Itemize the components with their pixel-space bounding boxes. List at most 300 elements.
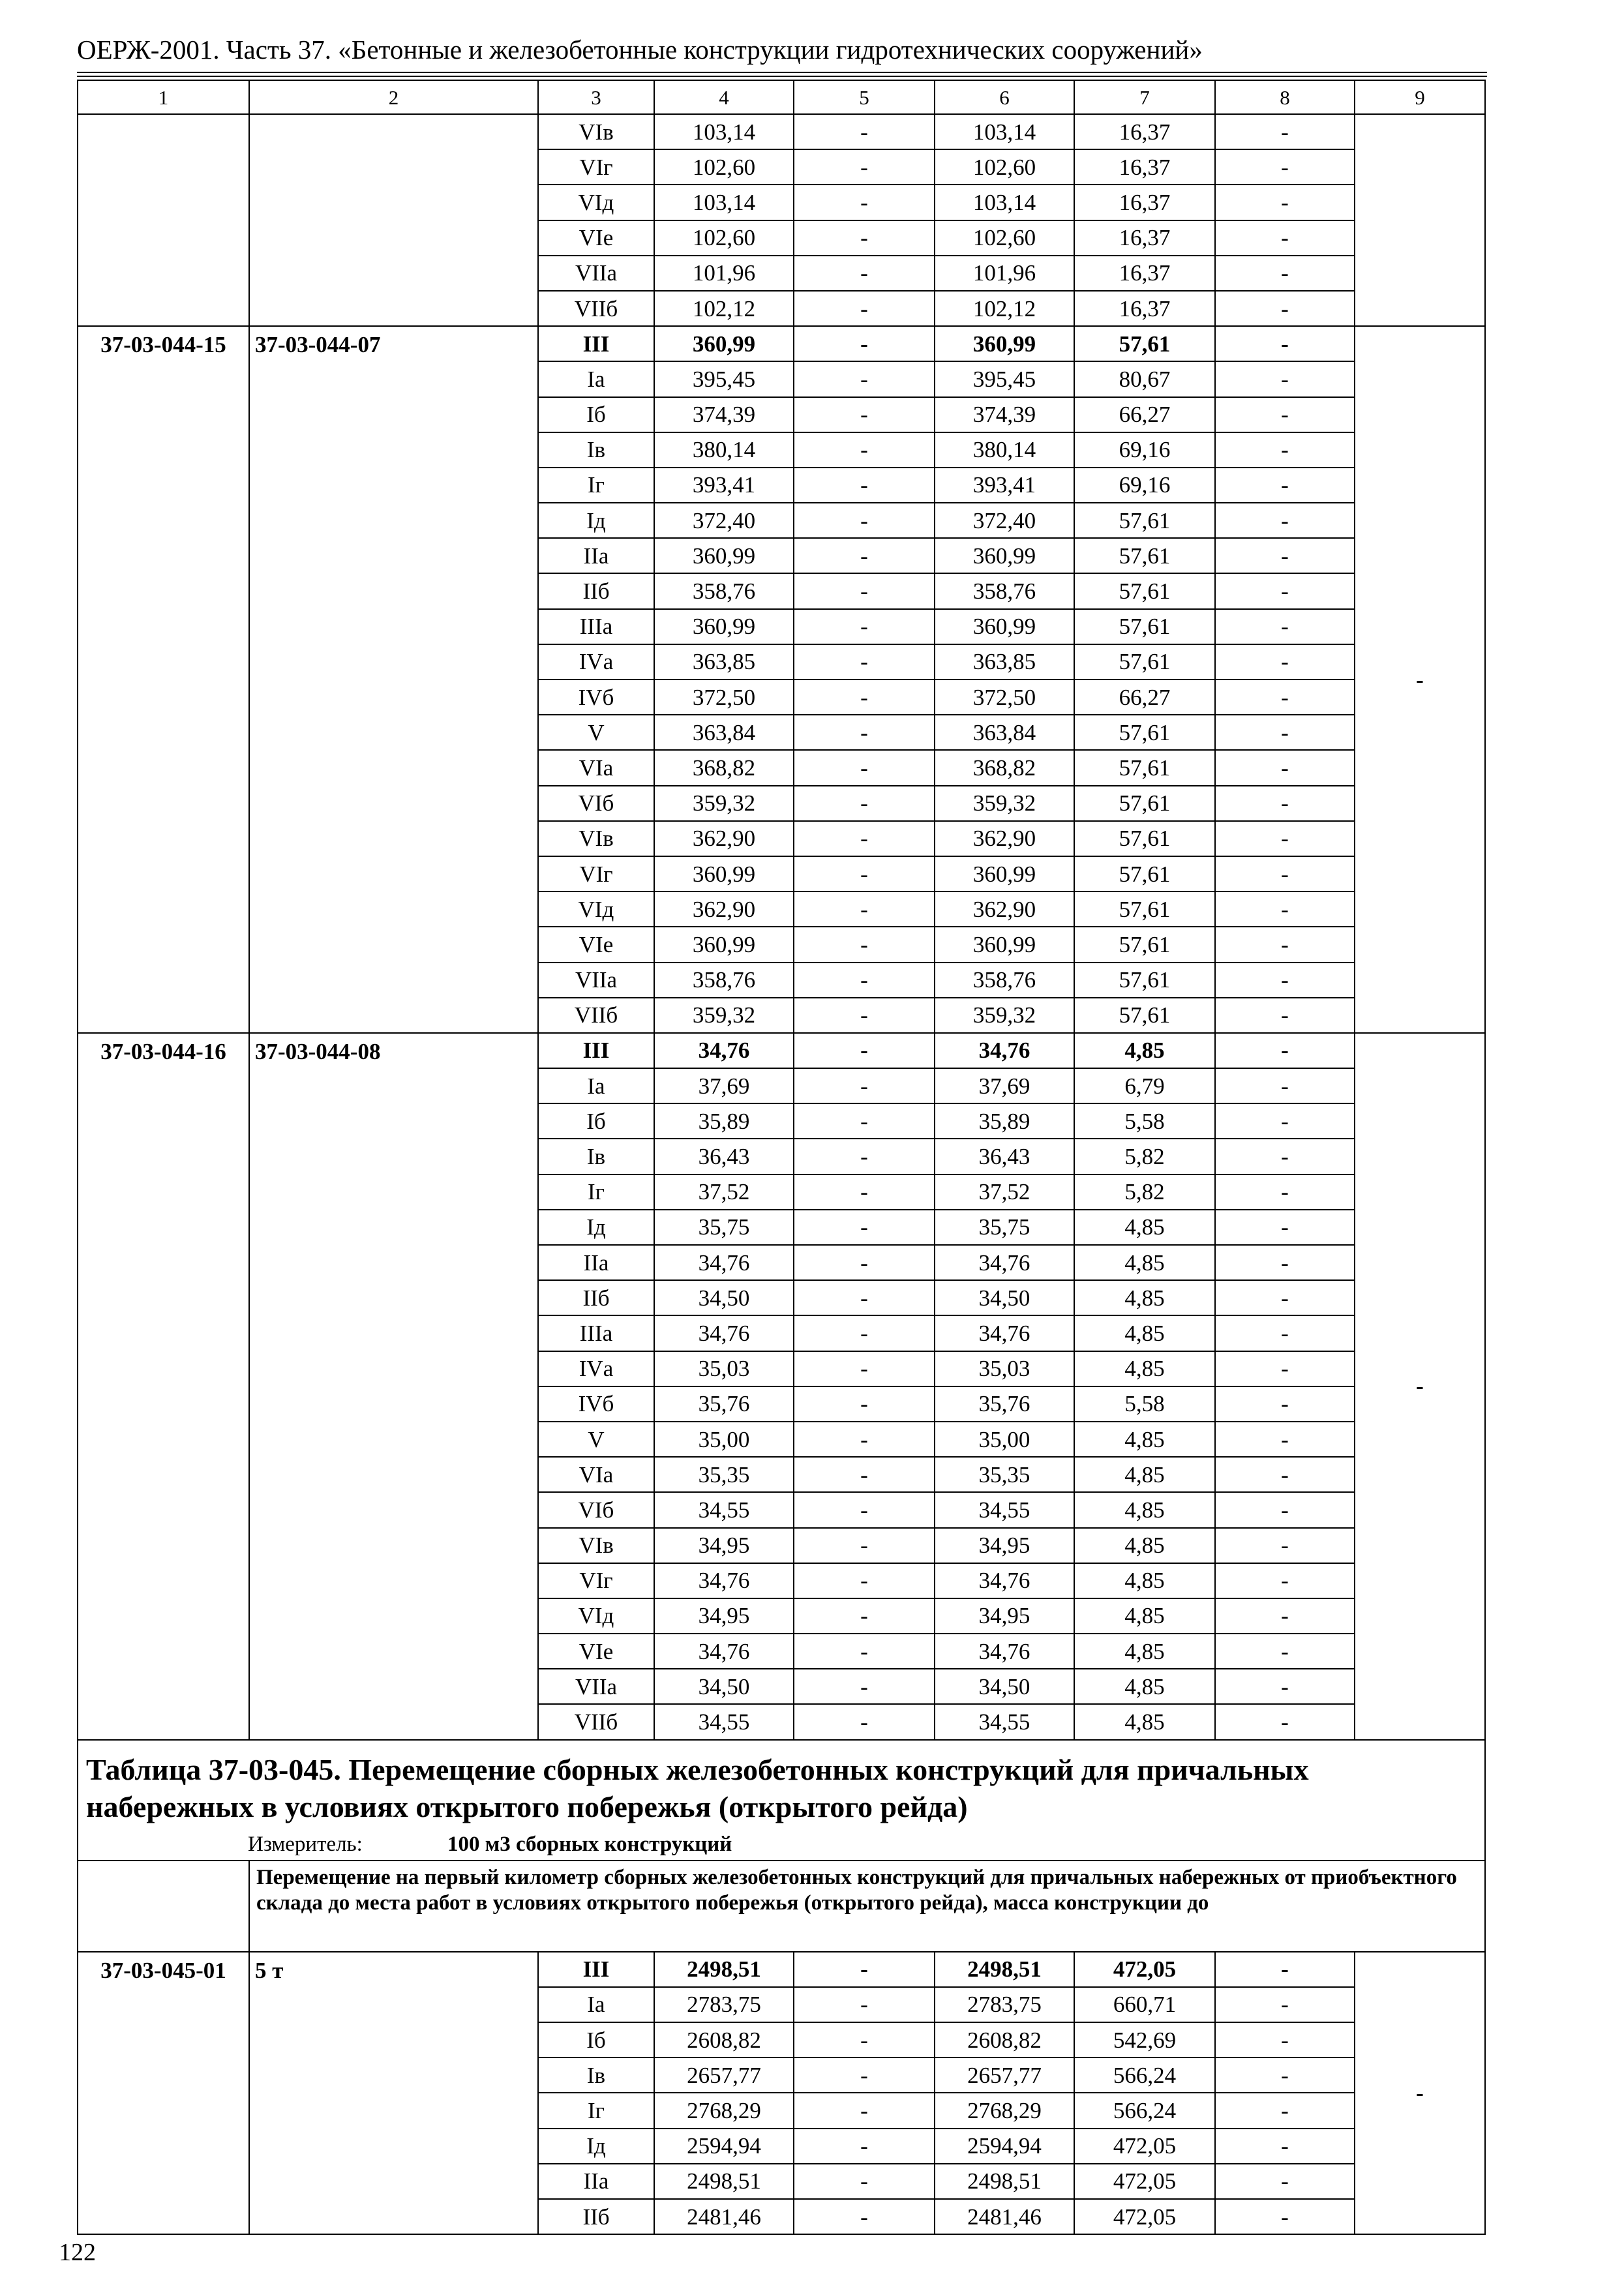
zone-code: VIIб	[538, 998, 654, 1033]
machine-cost: 372,40	[935, 503, 1074, 538]
operator-wages: 4,85	[1074, 1563, 1215, 1598]
operator-wages: 57,61	[1074, 927, 1215, 962]
machine-cost: 34,55	[935, 1492, 1074, 1527]
total-cost: 380,14	[654, 432, 794, 468]
machine-cost: 37,52	[935, 1174, 1074, 1210]
total-cost: 35,00	[654, 1422, 794, 1457]
machine-cost: 374,39	[935, 397, 1074, 432]
materials: -	[1215, 2057, 1355, 2093]
machine-cost: 34,55	[935, 1704, 1074, 1739]
operator-wages: 6,79	[1074, 1068, 1215, 1103]
operator-wages: 57,61	[1074, 963, 1215, 998]
operator-wages: 66,27	[1074, 680, 1215, 715]
materials: -	[1215, 1492, 1355, 1527]
zone-code: IIIа	[538, 1315, 654, 1351]
wages: -	[794, 891, 935, 927]
zone-code: III	[538, 1033, 654, 1068]
materials: -	[1215, 2022, 1355, 2057]
materials: -	[1215, 1210, 1355, 1245]
zone-code: IVа	[538, 1351, 654, 1386]
table-row	[78, 1952, 1485, 1987]
operator-wages: 57,61	[1074, 503, 1215, 538]
zone-code: VIд	[538, 891, 654, 927]
total-cost: 363,85	[654, 644, 794, 680]
total-cost: 395,45	[654, 361, 794, 396]
materials: -	[1215, 256, 1355, 291]
total-cost: 2657,77	[654, 2057, 794, 2093]
zone-code: VIе	[538, 927, 654, 962]
operator-wages: 4,85	[1074, 1422, 1215, 1457]
total-cost: 374,39	[654, 397, 794, 432]
materials: -	[1215, 1422, 1355, 1457]
materials: -	[1215, 998, 1355, 1033]
operator-wages: 57,61	[1074, 573, 1215, 608]
machine-cost: 34,76	[935, 1245, 1074, 1280]
wages: -	[794, 2129, 935, 2164]
wages: -	[794, 963, 935, 998]
wages: -	[794, 468, 935, 503]
machine-cost: 34,76	[935, 1563, 1074, 1598]
zone-code: IIIа	[538, 609, 654, 644]
wages: -	[794, 1422, 935, 1457]
zone-code: VIд	[538, 185, 654, 220]
zone-code: Iб	[538, 397, 654, 432]
operator-wages: 80,67	[1074, 361, 1215, 396]
description-spacer	[78, 1861, 249, 1952]
materials: -	[1215, 1634, 1355, 1669]
machine-cost: 363,84	[935, 715, 1074, 750]
total-cost: 102,60	[654, 149, 794, 185]
machine-cost: 36,43	[935, 1139, 1074, 1174]
wages: -	[794, 1704, 935, 1739]
materials: -	[1215, 786, 1355, 821]
work-description: Перемещение на первый километр сборных железобетонных конструкций для причальных набережных от приобъектного склада до места работ в условиях открытого побережья (открытого рейда), масса конструкции до	[249, 1861, 1485, 1952]
operator-wages: 4,85	[1074, 1245, 1215, 1280]
zone-code: VIIа	[538, 1669, 654, 1704]
wages: -	[794, 750, 935, 785]
wages: -	[794, 1174, 935, 1210]
column-number: 3	[538, 80, 654, 114]
materials: -	[1215, 1068, 1355, 1103]
zone-code: VIIа	[538, 963, 654, 998]
rate-code: 37-03-044-16	[78, 1033, 249, 1740]
machine-cost: 395,45	[935, 361, 1074, 396]
machine-cost: 360,99	[935, 538, 1074, 573]
machine-cost: 363,85	[935, 644, 1074, 680]
machine-cost: 35,00	[935, 1422, 1074, 1457]
operator-wages: 566,24	[1074, 2093, 1215, 2128]
operator-wages: 66,27	[1074, 397, 1215, 432]
wages: -	[794, 1033, 935, 1068]
wages: -	[794, 1634, 935, 1669]
operator-wages: 4,85	[1074, 1280, 1215, 1315]
total-cost: 372,40	[654, 503, 794, 538]
zone-code: Iд	[538, 503, 654, 538]
wages: -	[794, 2022, 935, 2057]
machine-cost: 2657,77	[935, 2057, 1074, 2093]
machine-cost: 362,90	[935, 821, 1074, 856]
col9-value	[1355, 114, 1485, 326]
rate-name: 37-03-044-07	[249, 326, 538, 1033]
wages: -	[794, 715, 935, 750]
materials: -	[1215, 821, 1355, 856]
total-cost: 35,89	[654, 1103, 794, 1139]
wages: -	[794, 361, 935, 396]
operator-wages: 16,37	[1074, 291, 1215, 326]
zone-code: VIа	[538, 750, 654, 785]
wages: -	[794, 1386, 935, 1422]
col9-value: -	[1355, 1952, 1485, 2235]
header-rule	[77, 76, 1487, 77]
materials: -	[1215, 1563, 1355, 1598]
materials: -	[1215, 2199, 1355, 2234]
measure-value: 100 м3 сборных конструкций	[447, 1832, 732, 1856]
machine-cost: 35,75	[935, 1210, 1074, 1245]
operator-wages: 5,82	[1074, 1174, 1215, 1210]
wages: -	[794, 2199, 935, 2234]
wages: -	[794, 680, 935, 715]
total-cost: 34,95	[654, 1598, 794, 1634]
zone-code: VIе	[538, 1634, 654, 1669]
rates-table	[77, 80, 1486, 2235]
total-cost: 2498,51	[654, 1952, 794, 1987]
wages: -	[794, 220, 935, 256]
wages: -	[794, 2164, 935, 2199]
total-cost: 34,76	[654, 1245, 794, 1280]
zone-code: IIа	[538, 538, 654, 573]
wages: -	[794, 503, 935, 538]
materials: -	[1215, 1174, 1355, 1210]
wages: -	[794, 573, 935, 608]
total-cost: 103,14	[654, 185, 794, 220]
materials: -	[1215, 750, 1355, 785]
total-cost: 36,43	[654, 1139, 794, 1174]
wages: -	[794, 149, 935, 185]
zone-code: VIд	[538, 1598, 654, 1634]
materials: -	[1215, 468, 1355, 503]
operator-wages: 4,85	[1074, 1634, 1215, 1669]
materials: -	[1215, 149, 1355, 185]
zone-code: Iг	[538, 2093, 654, 2128]
wages: -	[794, 1563, 935, 1598]
zone-code: IVб	[538, 680, 654, 715]
operator-wages: 57,61	[1074, 891, 1215, 927]
operator-wages: 57,61	[1074, 998, 1215, 1033]
materials: -	[1215, 1386, 1355, 1422]
operator-wages: 472,05	[1074, 2164, 1215, 2199]
materials: -	[1215, 856, 1355, 891]
total-cost: 103,14	[654, 114, 794, 149]
wages: -	[794, 1952, 935, 1987]
wages: -	[794, 1315, 935, 1351]
zone-code: Iд	[538, 1210, 654, 1245]
materials: -	[1215, 963, 1355, 998]
wages: -	[794, 1492, 935, 1527]
zone-code: IIб	[538, 573, 654, 608]
machine-cost: 34,95	[935, 1528, 1074, 1563]
zone-code: VIг	[538, 149, 654, 185]
operator-wages: 57,61	[1074, 326, 1215, 361]
total-cost: 34,76	[654, 1634, 794, 1669]
machine-cost: 2783,75	[935, 1987, 1074, 2022]
rate-code: 37-03-045-01	[78, 1952, 249, 2235]
zone-code: VIб	[538, 1492, 654, 1527]
wages: -	[794, 998, 935, 1033]
operator-wages: 69,16	[1074, 468, 1215, 503]
materials: -	[1215, 1528, 1355, 1563]
total-cost: 368,82	[654, 750, 794, 785]
page-number: 122	[59, 2239, 96, 2266]
zone-code: V	[538, 715, 654, 750]
column-number: 2	[249, 80, 538, 114]
table-row	[78, 1033, 1485, 1068]
materials: -	[1215, 609, 1355, 644]
machine-cost: 37,69	[935, 1068, 1074, 1103]
operator-wages: 16,37	[1074, 185, 1215, 220]
materials: -	[1215, 680, 1355, 715]
machine-cost: 362,90	[935, 891, 1074, 927]
zone-code: VIIа	[538, 256, 654, 291]
operator-wages: 4,85	[1074, 1210, 1215, 1245]
operator-wages: 16,37	[1074, 149, 1215, 185]
operator-wages: 57,61	[1074, 856, 1215, 891]
wages: -	[794, 538, 935, 573]
materials: -	[1215, 1280, 1355, 1315]
total-cost: 34,50	[654, 1280, 794, 1315]
zone-code: IVа	[538, 644, 654, 680]
operator-wages: 472,05	[1074, 1952, 1215, 1987]
materials: -	[1215, 927, 1355, 962]
table-title-row	[78, 1740, 1485, 1861]
materials: -	[1215, 432, 1355, 468]
zone-code: VIг	[538, 856, 654, 891]
zone-code: III	[538, 1952, 654, 1987]
zone-code: VIIб	[538, 1704, 654, 1739]
zone-code: Iв	[538, 2057, 654, 2093]
machine-cost: 360,99	[935, 609, 1074, 644]
wages: -	[794, 1669, 935, 1704]
materials: -	[1215, 891, 1355, 927]
materials: -	[1215, 2129, 1355, 2164]
total-cost: 37,52	[654, 1174, 794, 1210]
operator-wages: 57,61	[1074, 786, 1215, 821]
total-cost: 358,76	[654, 573, 794, 608]
wages: -	[794, 185, 935, 220]
wages: -	[794, 1528, 935, 1563]
machine-cost: 103,14	[935, 185, 1074, 220]
zone-code: IIа	[538, 1245, 654, 1280]
total-cost: 2768,29	[654, 2093, 794, 2128]
total-cost: 360,99	[654, 927, 794, 962]
zone-code: VIв	[538, 1528, 654, 1563]
machine-cost: 34,50	[935, 1669, 1074, 1704]
zone-code: IIб	[538, 2199, 654, 2234]
materials: -	[1215, 1704, 1355, 1739]
zone-code: VIг	[538, 1563, 654, 1598]
total-cost: 2783,75	[654, 1987, 794, 2022]
measure-label: Измеритель:	[248, 1832, 363, 1856]
table-title-cell	[78, 1740, 1485, 1861]
column-number: 4	[654, 80, 794, 114]
materials: -	[1215, 1598, 1355, 1634]
total-cost: 372,50	[654, 680, 794, 715]
total-cost: 358,76	[654, 963, 794, 998]
total-cost: 2594,94	[654, 2129, 794, 2164]
materials: -	[1215, 1351, 1355, 1386]
operator-wages: 16,37	[1074, 256, 1215, 291]
machine-cost: 2768,29	[935, 2093, 1074, 2128]
rate-name: 5 т	[249, 1952, 538, 2235]
total-cost: 2481,46	[654, 2199, 794, 2234]
operator-wages: 16,37	[1074, 114, 1215, 149]
wages: -	[794, 326, 935, 361]
wages: -	[794, 1068, 935, 1103]
materials: -	[1215, 1952, 1355, 1987]
zone-code: V	[538, 1422, 654, 1457]
total-cost: 35,03	[654, 1351, 794, 1386]
zone-code: VIв	[538, 114, 654, 149]
operator-wages: 4,85	[1074, 1492, 1215, 1527]
machine-cost: 2498,51	[935, 2164, 1074, 2199]
materials: -	[1215, 644, 1355, 680]
machine-cost: 35,76	[935, 1386, 1074, 1422]
rates-table-body	[78, 80, 1485, 2234]
machine-cost: 380,14	[935, 432, 1074, 468]
wages: -	[794, 397, 935, 432]
total-cost: 359,32	[654, 786, 794, 821]
zone-code: Iв	[538, 432, 654, 468]
total-cost: 34,95	[654, 1528, 794, 1563]
table-row	[78, 326, 1485, 361]
rate-name	[249, 114, 538, 326]
machine-cost: 368,82	[935, 750, 1074, 785]
total-cost: 34,55	[654, 1704, 794, 1739]
operator-wages: 4,85	[1074, 1528, 1215, 1563]
zone-code: VIв	[538, 821, 654, 856]
operator-wages: 4,85	[1074, 1351, 1215, 1386]
zone-code: VIб	[538, 786, 654, 821]
operator-wages: 16,37	[1074, 220, 1215, 256]
wages: -	[794, 2057, 935, 2093]
wages: -	[794, 1210, 935, 1245]
machine-cost: 102,60	[935, 220, 1074, 256]
materials: -	[1215, 1103, 1355, 1139]
materials: -	[1215, 573, 1355, 608]
total-cost: 2498,51	[654, 2164, 794, 2199]
wages: -	[794, 609, 935, 644]
machine-cost: 393,41	[935, 468, 1074, 503]
wages: -	[794, 1280, 935, 1315]
total-cost: 360,99	[654, 326, 794, 361]
rate-code	[78, 114, 249, 326]
zone-code: Iа	[538, 1987, 654, 2022]
materials: -	[1215, 503, 1355, 538]
machine-cost: 360,99	[935, 326, 1074, 361]
total-cost: 359,32	[654, 998, 794, 1033]
rate-name: 37-03-044-08	[249, 1033, 538, 1740]
wages: -	[794, 1598, 935, 1634]
materials: -	[1215, 1457, 1355, 1492]
zone-code: Iа	[538, 361, 654, 396]
materials: -	[1215, 291, 1355, 326]
total-cost: 362,90	[654, 891, 794, 927]
machine-cost: 101,96	[935, 256, 1074, 291]
wages: -	[794, 1351, 935, 1386]
machine-cost: 2481,46	[935, 2199, 1074, 2234]
zone-code: IIа	[538, 2164, 654, 2199]
table-title: Таблица 37-03-045. Перемещение сборных железобетонных конструкций для причальных набережных в условиях открытого побережья (открытого рейда)	[86, 1752, 1309, 1824]
zone-code: Iд	[538, 2129, 654, 2164]
materials: -	[1215, 2093, 1355, 2128]
operator-wages: 4,85	[1074, 1457, 1215, 1492]
machine-cost: 2498,51	[935, 1952, 1074, 1987]
zone-code: VIа	[538, 1457, 654, 1492]
measure-line	[86, 1831, 1477, 1858]
materials: -	[1215, 114, 1355, 149]
machine-cost: 34,76	[935, 1315, 1074, 1351]
wages: -	[794, 927, 935, 962]
total-cost: 34,76	[654, 1563, 794, 1598]
total-cost: 35,76	[654, 1386, 794, 1422]
total-cost: 37,69	[654, 1068, 794, 1103]
zone-code: VIе	[538, 220, 654, 256]
operator-wages: 5,82	[1074, 1139, 1215, 1174]
zone-code: Iб	[538, 2022, 654, 2057]
machine-cost: 102,12	[935, 291, 1074, 326]
wages: -	[794, 432, 935, 468]
zone-code: VIIб	[538, 291, 654, 326]
zone-code: Iг	[538, 1174, 654, 1210]
materials: -	[1215, 220, 1355, 256]
column-number: 8	[1215, 80, 1355, 114]
operator-wages: 57,61	[1074, 644, 1215, 680]
wages: -	[794, 821, 935, 856]
materials: -	[1215, 1139, 1355, 1174]
materials: -	[1215, 397, 1355, 432]
total-cost: 360,99	[654, 856, 794, 891]
wages: -	[794, 1245, 935, 1280]
operator-wages: 4,85	[1074, 1669, 1215, 1704]
operator-wages: 57,61	[1074, 538, 1215, 573]
operator-wages: 4,85	[1074, 1033, 1215, 1068]
table-row	[78, 114, 1485, 149]
total-cost: 362,90	[654, 821, 794, 856]
machine-cost: 34,95	[935, 1598, 1074, 1634]
zone-code: Iв	[538, 1139, 654, 1174]
total-cost: 34,55	[654, 1492, 794, 1527]
machine-cost: 34,76	[935, 1634, 1074, 1669]
materials: -	[1215, 715, 1355, 750]
zone-code: IIб	[538, 1280, 654, 1315]
column-number: 5	[794, 80, 935, 114]
operator-wages: 5,58	[1074, 1103, 1215, 1139]
materials: -	[1215, 538, 1355, 573]
wages: -	[794, 2093, 935, 2128]
column-number: 1	[78, 80, 249, 114]
wages: -	[794, 644, 935, 680]
machine-cost: 35,35	[935, 1457, 1074, 1492]
machine-cost: 34,50	[935, 1280, 1074, 1315]
machine-cost: 360,99	[935, 927, 1074, 962]
wages: -	[794, 1139, 935, 1174]
machine-cost: 35,03	[935, 1351, 1074, 1386]
operator-wages: 57,61	[1074, 821, 1215, 856]
total-cost: 2608,82	[654, 2022, 794, 2057]
operator-wages: 4,85	[1074, 1315, 1215, 1351]
machine-cost: 359,32	[935, 998, 1074, 1033]
col9-value: -	[1355, 1033, 1485, 1740]
zone-code: Iа	[538, 1068, 654, 1103]
